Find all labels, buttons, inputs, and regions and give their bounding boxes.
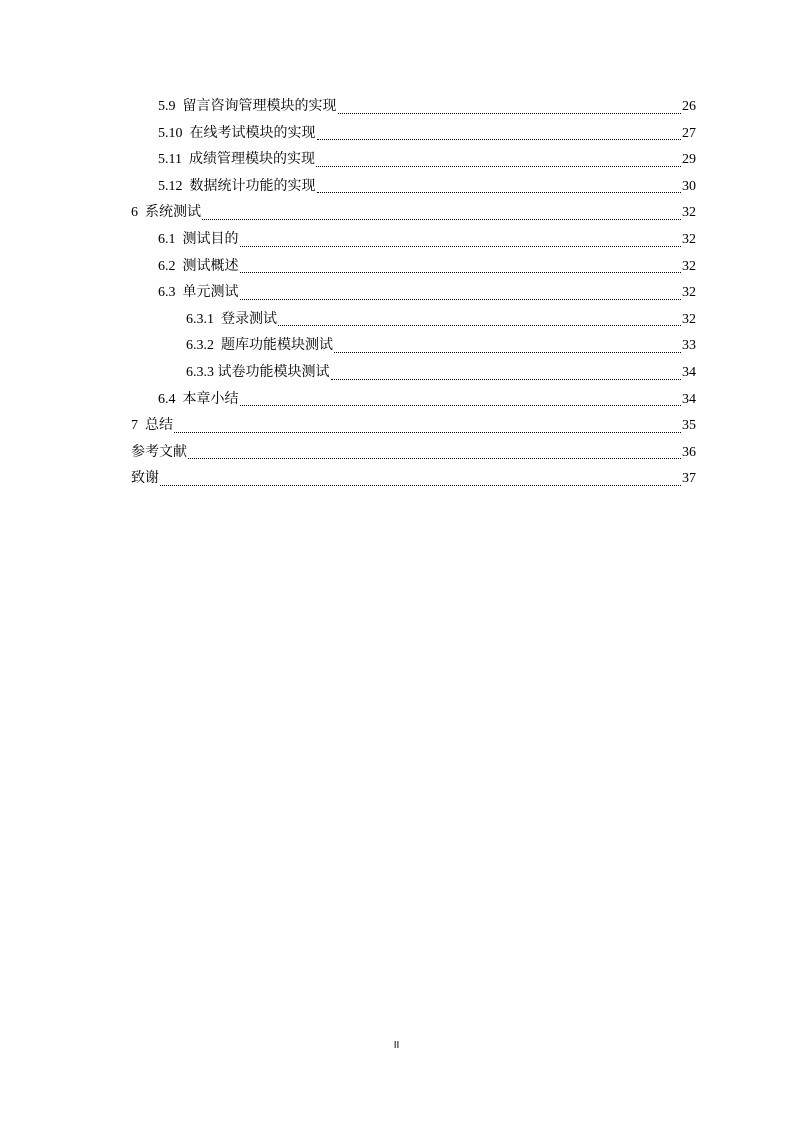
- toc-entry[interactable]: [131, 200, 696, 227]
- dot-leader: [317, 192, 682, 193]
- toc-entry-title: 在线考试模块的实现: [189, 125, 316, 141]
- dot-leader: [188, 458, 681, 459]
- toc-entry-page: 37: [682, 471, 696, 487]
- toc-entry[interactable]: [131, 333, 696, 360]
- toc-entry-number: 6.4: [158, 391, 183, 407]
- toc-entry-title: 致谢: [131, 471, 159, 487]
- dot-leader: [202, 219, 681, 220]
- dot-leader: [331, 379, 682, 380]
- toc-entry-number: 5.9: [158, 99, 183, 114]
- dot-leader: [317, 139, 682, 140]
- toc-entry-title: 本章小结: [182, 391, 239, 407]
- toc-entry-title: 总结: [145, 418, 173, 434]
- toc-entry-title: 参考文献: [131, 444, 187, 460]
- toc-entry-page: 34: [682, 364, 696, 380]
- toc-entry[interactable]: [131, 121, 696, 148]
- toc-entry[interactable]: [131, 280, 696, 307]
- toc-entry-page: 32: [682, 285, 696, 301]
- toc-entry-page: 33: [682, 338, 696, 354]
- toc-entry[interactable]: [131, 387, 696, 414]
- toc-entry-number: 6.3: [158, 285, 183, 301]
- toc-entry[interactable]: [131, 466, 696, 493]
- toc-entry-page: 35: [682, 418, 696, 434]
- toc-entry[interactable]: [131, 440, 696, 467]
- dot-leader: [338, 113, 682, 114]
- toc-entry[interactable]: [131, 94, 696, 121]
- toc-entry-page: 32: [682, 311, 696, 327]
- toc-entry-title: 留言咨询管理模块的实现: [182, 99, 337, 114]
- toc-entry-title: 系统测试: [145, 205, 201, 221]
- toc-entry-page: 32: [682, 258, 696, 274]
- toc-entry-page: 30: [682, 178, 696, 194]
- toc-entry[interactable]: [131, 174, 696, 201]
- dot-leader: [160, 485, 681, 486]
- toc-entry[interactable]: [131, 413, 696, 440]
- toc-entry-number: 6: [131, 205, 145, 221]
- toc-entry-number: 5.12: [158, 178, 190, 194]
- toc-entry-title: 成绩管理模块的实现: [188, 152, 315, 168]
- toc-entry-page: 29: [682, 152, 696, 168]
- toc-entry-page: 36: [682, 444, 696, 460]
- toc-entry-page: 26: [682, 99, 696, 114]
- toc-entry-title: 试卷功能模块测试: [217, 364, 330, 380]
- toc-entry-page: 27: [682, 125, 696, 141]
- toc-entry[interactable]: [131, 227, 696, 254]
- dot-leader: [240, 299, 682, 300]
- dot-leader: [240, 405, 682, 406]
- toc-entry-title: 单元测试: [182, 285, 239, 301]
- toc-entry-number: 6.3.3: [186, 364, 218, 380]
- dot-leader: [240, 246, 682, 247]
- toc-entry-page: 34: [682, 391, 696, 407]
- toc-entry-number: 6.3.2: [186, 338, 221, 354]
- toc-entry-page: 32: [682, 205, 696, 221]
- toc-entry-number: 5.11: [158, 152, 189, 168]
- toc-entry-title: 数据统计功能的实现: [189, 178, 316, 194]
- toc-entry-number: 6.3.1: [186, 311, 221, 327]
- toc-entry[interactable]: [131, 360, 696, 387]
- table-of-contents: [131, 94, 696, 493]
- toc-entry-number: 6.1: [158, 231, 183, 247]
- toc-entry-title: 登录测试: [221, 311, 277, 327]
- toc-entry-title: 测试目的: [182, 231, 239, 247]
- toc-entry-number: 5.10: [158, 125, 190, 141]
- page-number: II: [393, 1040, 400, 1051]
- toc-entry-number: 7: [131, 418, 145, 434]
- dot-leader: [240, 272, 682, 273]
- toc-entry-page: 32: [682, 231, 696, 247]
- dot-leader: [334, 352, 681, 353]
- toc-entry[interactable]: [131, 254, 696, 281]
- toc-entry[interactable]: [131, 147, 696, 174]
- toc-entry-title: 测试概述: [182, 258, 239, 274]
- dot-leader: [278, 325, 681, 326]
- toc-entry-title: 题库功能模块测试: [221, 338, 333, 354]
- toc-entry-number: 6.2: [158, 258, 183, 274]
- dot-leader: [316, 166, 681, 167]
- dot-leader: [174, 432, 681, 433]
- toc-entry[interactable]: [131, 307, 696, 334]
